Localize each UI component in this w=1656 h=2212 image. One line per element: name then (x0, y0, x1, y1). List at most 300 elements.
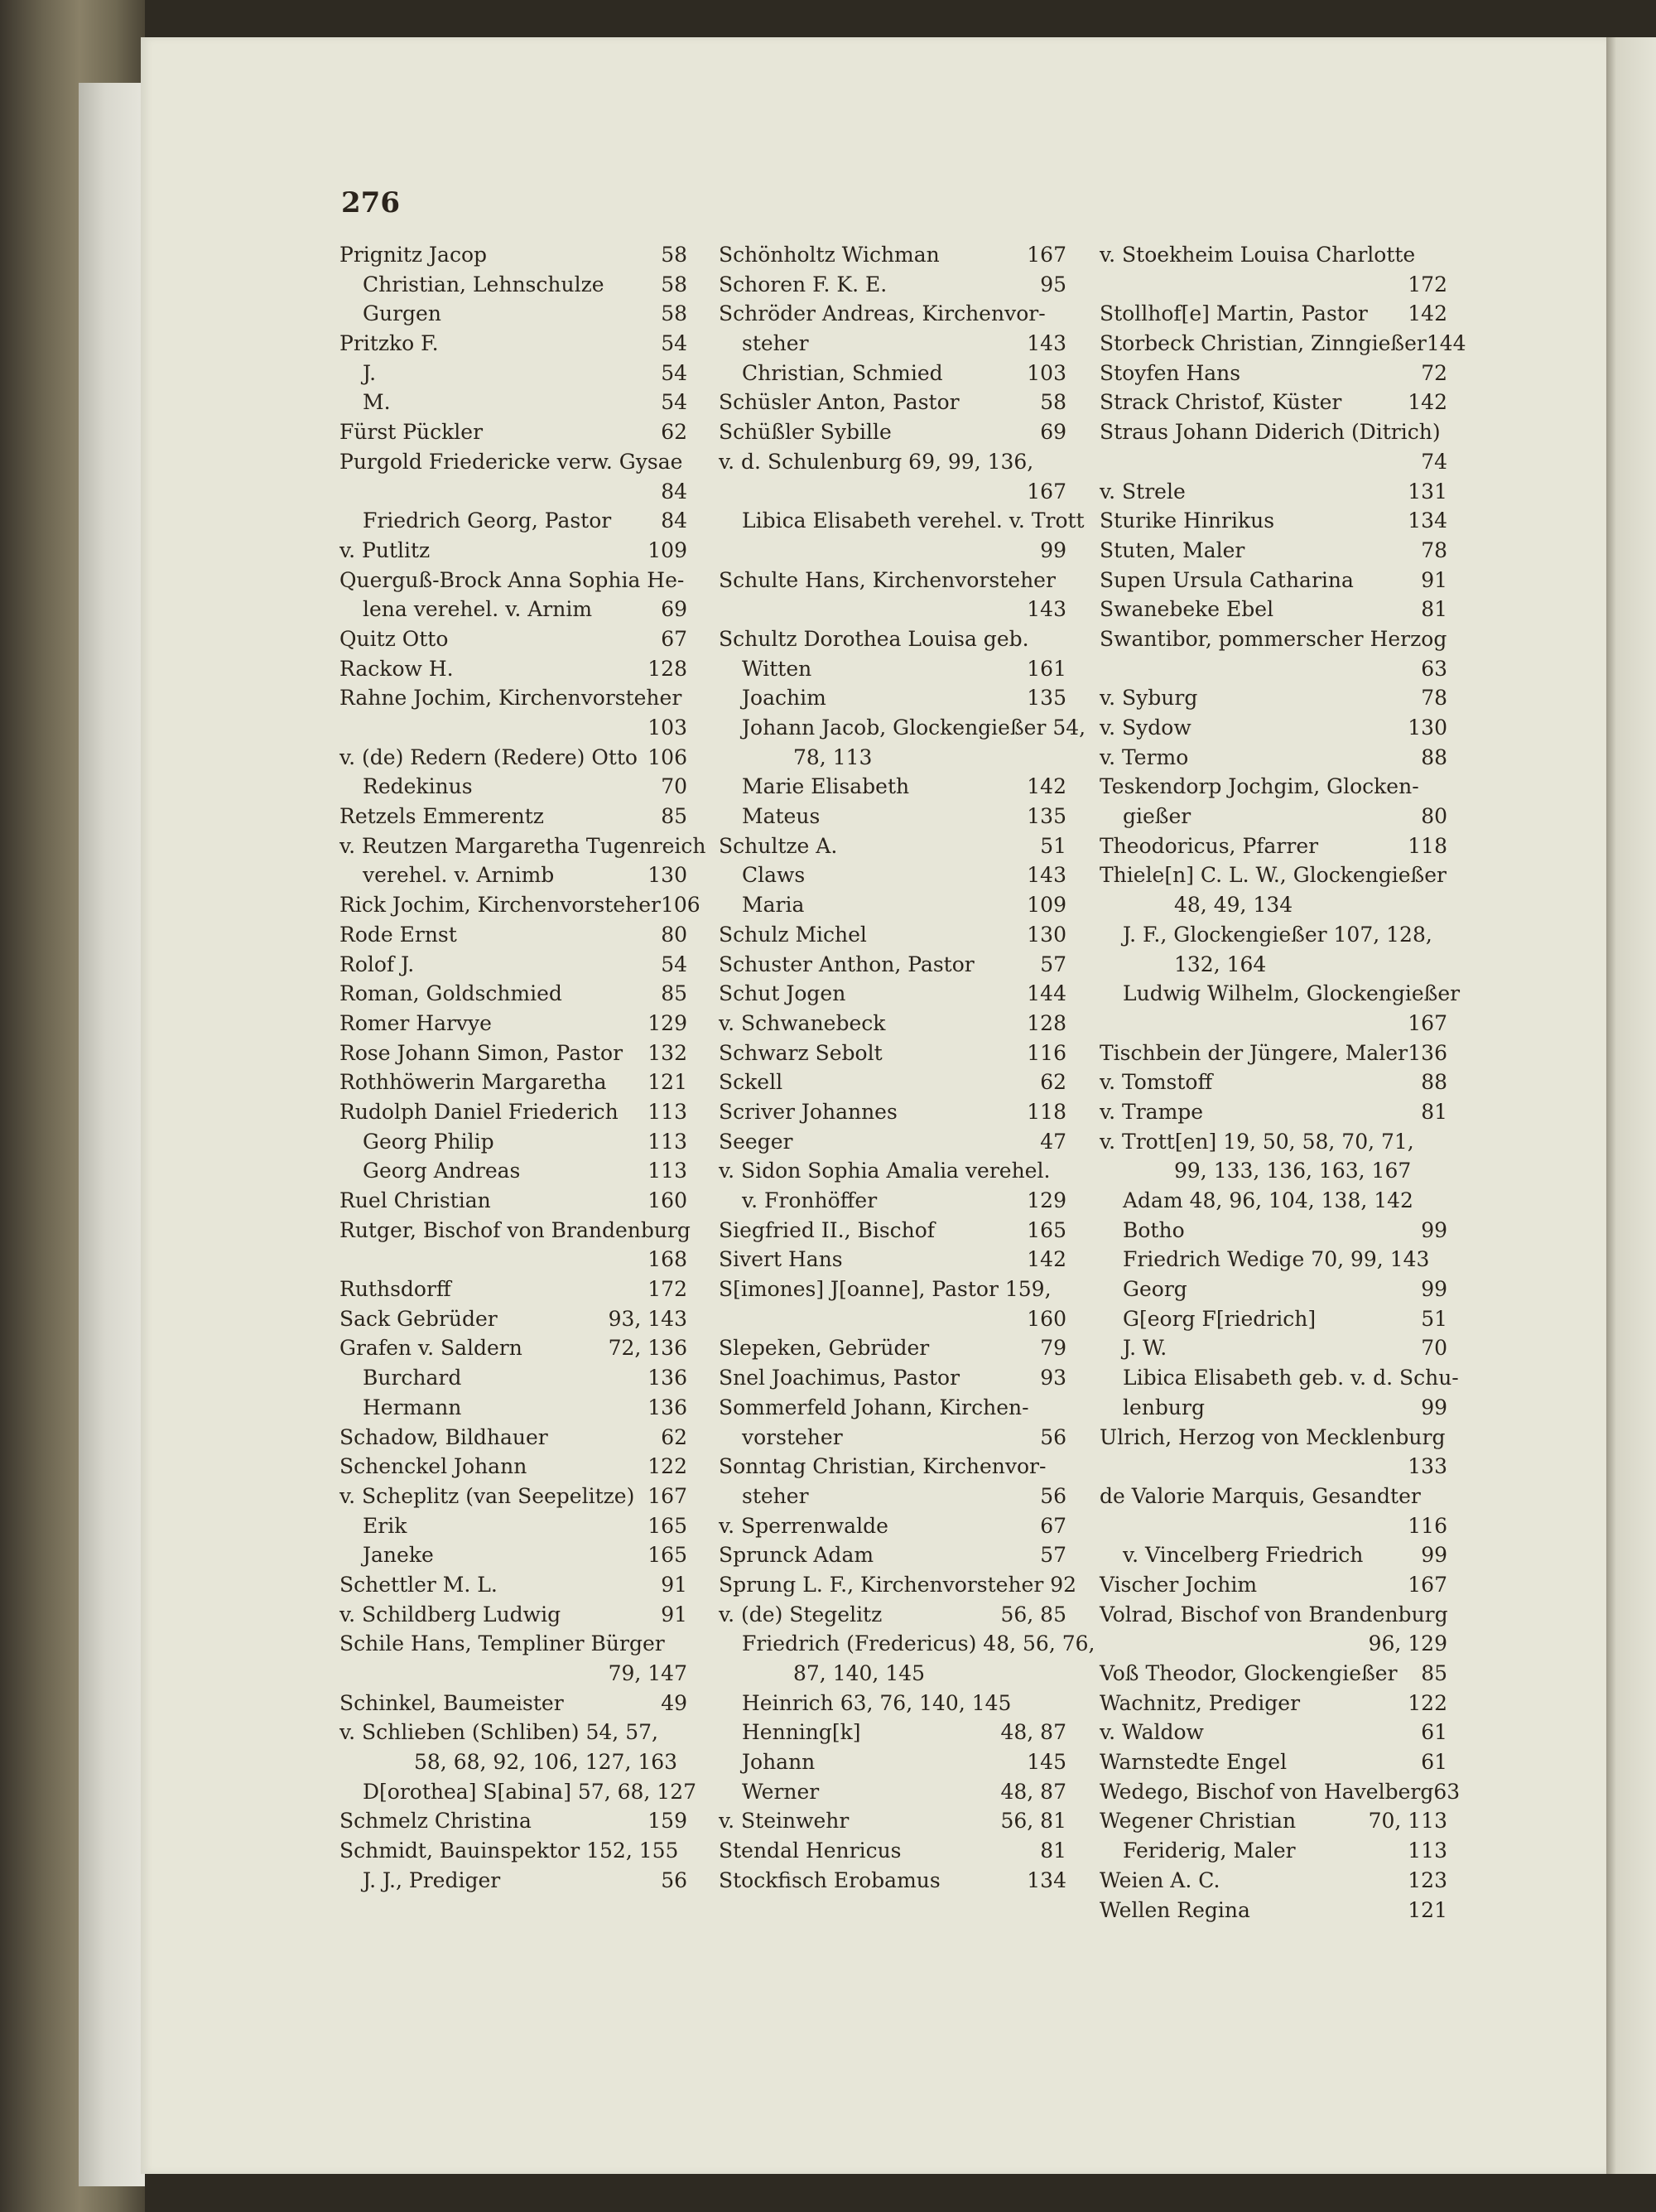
index-entry (339, 890, 700, 920)
entry-name: Swantibor, pommerscher Herzog (1100, 626, 1447, 651)
entry-pages: 165 (647, 1513, 687, 1538)
entry-name: Theodoricus, Pfarrer (1100, 833, 1319, 858)
entry-pages: 136 (647, 1395, 687, 1419)
entry-pages: 172 (647, 1277, 687, 1302)
index-entry (339, 240, 687, 270)
entry-pages: 113 (647, 1159, 687, 1183)
index-entry (1100, 329, 1466, 359)
entry-pages: 116 (1408, 1513, 1447, 1538)
entry-name: Christian, Schmied (742, 360, 943, 385)
index-entry (339, 1156, 687, 1186)
index-entry (339, 1482, 687, 1511)
entry-pages: 51 (1040, 833, 1066, 858)
index-entry (1100, 477, 1447, 507)
page-edges (79, 83, 145, 2186)
entry-pages: 167 (1408, 1010, 1447, 1035)
index-entry (1100, 772, 1447, 802)
entry-pages: 49 (661, 1690, 687, 1715)
entry-pages: 48, 87 (1000, 1779, 1066, 1804)
entry-name: Schröder Andreas, Kirchenvor- (719, 301, 1046, 326)
entry-pages: 62 (661, 420, 687, 445)
entry-pages: 123 (1408, 1867, 1447, 1892)
index-entry (719, 950, 1066, 980)
entry-pages: 130 (1408, 716, 1447, 740)
index-entry (719, 1009, 1066, 1039)
entry-pages: 142 (1027, 774, 1066, 799)
entry-pages: 165 (1027, 1217, 1066, 1242)
index-entry (1100, 1689, 1447, 1718)
index-entry (1100, 1659, 1447, 1689)
index-entry (339, 359, 687, 388)
entry-name: v. Strele (1100, 479, 1186, 504)
entry-name: Tischbein der Jüngere, Maler (1100, 1040, 1408, 1065)
index-entry (339, 1423, 687, 1453)
entry-name: Rutger, Bischof von Brandenburg (339, 1217, 691, 1242)
entry-pages: 57 (1040, 1543, 1066, 1568)
entry-name: Schwarz Sebolt (719, 1040, 883, 1065)
entry-pages: 99 (1040, 537, 1066, 562)
entry-name: lenburg (1123, 1395, 1205, 1419)
entry-name: Fürst Pückler (339, 420, 484, 445)
entry-name: Weien A. C. (1100, 1867, 1220, 1892)
index-entry (339, 1866, 687, 1896)
entry-pages: 99 (1421, 1217, 1447, 1242)
entry-name: v. Sidon Sophia Amalia verehel. (719, 1159, 1051, 1183)
entry-name: Quitz Otto (339, 626, 449, 651)
entry-pages: 99 (1421, 1277, 1447, 1302)
entry-pages: 99 (1421, 1395, 1447, 1419)
entry-pages: 48, 87 (1000, 1720, 1066, 1745)
entry-name: Georg (1123, 1277, 1187, 1302)
index-entry (339, 1629, 687, 1659)
index-entry (1100, 388, 1447, 417)
entry-pages: 143 (1027, 863, 1066, 888)
entry-name: Sprunck Adam (719, 1543, 874, 1568)
index-entry (719, 1540, 1066, 1570)
entry-pages: 130 (647, 863, 687, 888)
entry-pages: 109 (647, 537, 687, 562)
entry-name: Pritzko F. (339, 331, 439, 356)
index-entry (339, 388, 687, 417)
index-entry (1100, 1304, 1447, 1334)
index-entry (719, 536, 1066, 566)
entry-name: Erik (363, 1513, 407, 1538)
index-entry (339, 1304, 687, 1334)
index-entry (719, 388, 1066, 417)
index-entry (719, 1067, 1066, 1097)
entry-pages: 128 (647, 656, 687, 681)
entry-pages: 121 (1408, 1897, 1447, 1922)
entry-name: v. Vincelberg Friedrich (1123, 1543, 1364, 1568)
entry-name: Snel Joachimus, Pastor (719, 1366, 960, 1390)
entry-pages: 167 (1027, 479, 1066, 504)
entry-pages: 72, 136 (608, 1336, 687, 1361)
index-entry (719, 1570, 1077, 1600)
index-entry (1100, 1747, 1447, 1777)
index-entry (1100, 1097, 1447, 1127)
entry-name: Friedrich Georg, Pastor (363, 508, 612, 533)
index-entry (339, 417, 687, 447)
entry-name: Hermann (363, 1395, 462, 1419)
entry-pages: 133 (1408, 1454, 1447, 1479)
index-entry (1100, 566, 1447, 595)
entry-name: Libica Elisabeth geb. v. d. Schu- (1123, 1366, 1459, 1390)
index-entry (339, 802, 687, 831)
index-entry (719, 1629, 1095, 1659)
index-entry (339, 1039, 687, 1068)
index-entry (719, 1836, 1066, 1866)
index-entry (719, 506, 1085, 536)
entry-pages: 167 (1408, 1572, 1447, 1597)
entry-pages: 67 (1040, 1513, 1066, 1538)
entry-name: Wedego, Bischof von Havelberg (1100, 1779, 1434, 1804)
index-entry (339, 1097, 687, 1127)
index-entry (719, 1747, 1066, 1777)
entry-name: Grafen v. Saldern (339, 1336, 522, 1361)
entry-name: Mateus (742, 804, 821, 829)
index-entry (719, 270, 1066, 300)
entry-name: lena verehel. v. Arnim (363, 597, 593, 622)
entry-name: Rackow H. (339, 656, 454, 681)
entry-pages: 72 (1421, 360, 1447, 385)
entry-pages: 62 (1040, 1070, 1066, 1095)
index-entry (719, 624, 1066, 654)
entry-pages: 51 (1421, 1306, 1447, 1331)
index-entry (719, 1659, 1066, 1689)
entry-name: Schenckel Johann (339, 1454, 527, 1479)
entry-pages: 80 (661, 922, 687, 947)
index-entry (719, 595, 1066, 624)
entry-name: v. Schildberg Ludwig (339, 1602, 561, 1626)
index-entry (1100, 1067, 1447, 1097)
entry-pages: 116 (1027, 1040, 1066, 1065)
index-entry (1100, 1216, 1447, 1246)
index-entry (1100, 1333, 1447, 1363)
index-entry (339, 1659, 687, 1689)
entry-pages: 159 (647, 1809, 687, 1834)
entry-pages: 79, 147 (608, 1661, 687, 1685)
entry-name: Prignitz Jacop (339, 243, 488, 267)
entry-pages: 129 (647, 1010, 687, 1035)
entry-name: Werner (742, 1779, 820, 1804)
entry-name: Vischer Jochim (1100, 1572, 1258, 1597)
entry-name: J. F., Glockengießer 107, 128, (1123, 922, 1432, 947)
index-entry (339, 1393, 687, 1423)
index-entry (339, 860, 687, 890)
entry-name: Adam 48, 96, 104, 138, 142 (1123, 1188, 1413, 1212)
entry-pages: 58 (661, 243, 687, 267)
entry-pages: 122 (647, 1454, 687, 1479)
entry-name: Stuten, Maler (1100, 537, 1245, 562)
entry-name: Witten (742, 656, 812, 681)
entry-pages: 70 (661, 774, 687, 799)
index-entry (1100, 654, 1447, 684)
index-entry (719, 1156, 1066, 1186)
entry-name: Romer Harvye (339, 1010, 492, 1035)
entry-name: Stendal Henricus (719, 1839, 902, 1863)
entry-pages: 161 (1027, 656, 1066, 681)
index-entry (1100, 240, 1447, 270)
entry-name: Gurgen (363, 301, 441, 326)
entry-name: Stollhof[e] Martin, Pastor (1100, 301, 1368, 326)
entry-name: v. Scheplitz (van Seepelitze) (339, 1483, 635, 1508)
index-entry (719, 566, 1066, 595)
entry-name: 132, 164 (1174, 952, 1267, 976)
index-entry (339, 1570, 687, 1600)
index-entry (1100, 920, 1447, 950)
index-entry (1100, 299, 1447, 329)
index-entry (719, 831, 1066, 861)
entry-pages: 143 (1027, 331, 1066, 356)
entry-pages: 103 (1027, 360, 1066, 385)
entry-pages: 95 (1040, 272, 1066, 296)
index-entry (1100, 1393, 1447, 1423)
entry-pages: 172 (1408, 272, 1447, 296)
index-entry (1100, 1511, 1447, 1541)
entry-pages: 113 (1408, 1839, 1447, 1863)
entry-name: Schüßler Sybille (719, 420, 892, 445)
entry-name: Sckell (719, 1070, 783, 1095)
index-column-1 (339, 240, 706, 1896)
index-entry (1100, 1600, 1447, 1630)
entry-pages: 85 (661, 981, 687, 1006)
index-entry (1100, 1275, 1447, 1304)
entry-pages: 78 (1421, 537, 1447, 562)
index-entry (339, 1245, 687, 1275)
entry-name: v. Schwanebeck (719, 1010, 886, 1035)
index-entry (339, 1777, 697, 1807)
entry-name: steher (742, 1483, 809, 1508)
entry-pages: 91 (1421, 567, 1447, 592)
index-entry (719, 299, 1066, 329)
entry-pages: 134 (1408, 508, 1447, 533)
entry-name: Schut Jogen (719, 981, 846, 1006)
entry-name: Thiele[n] C. L. W., Glockengießer (1100, 863, 1447, 888)
entry-name: Feriderig, Maler (1123, 1839, 1296, 1863)
entry-pages: 93 (1040, 1366, 1066, 1390)
index-entry (339, 1363, 687, 1393)
entry-name: de Valorie Marquis, Gesandter (1100, 1483, 1421, 1508)
entry-name: Burchard (363, 1366, 462, 1390)
index-entry (719, 1511, 1066, 1541)
index-entry (339, 1067, 687, 1097)
entry-name: Swanebeke Ebel (1100, 597, 1274, 622)
index-entry (719, 1777, 1066, 1807)
entry-pages: 121 (647, 1070, 687, 1095)
entry-name: Maria (742, 893, 805, 918)
entry-pages: 63 (1433, 1779, 1461, 1804)
entry-pages: 128 (1027, 1010, 1066, 1035)
entry-name: v. Sperrenwalde (719, 1513, 888, 1538)
entry-name: v. d. Schulenburg 69, 99, 136, (719, 449, 1034, 474)
index-entry (339, 713, 687, 743)
entry-name: Retzels Emmerentz (339, 804, 544, 829)
entry-name: v. Termo (1100, 745, 1189, 769)
page-number: 276 (341, 186, 400, 219)
entry-name: S[imones] J[oanne], Pastor 159, (719, 1277, 1052, 1302)
entry-name: Purgold Friedericke verw. Gysae (339, 449, 683, 474)
entry-pages: 56, 85 (1000, 1602, 1066, 1626)
index-entry (1100, 1186, 1447, 1216)
entry-pages: 61 (1421, 1720, 1447, 1745)
entry-name: v. Stoekheim Louisa Charlotte (1100, 243, 1416, 267)
entry-pages: 113 (647, 1129, 687, 1154)
entry-name: Stockfisch Erobamus (719, 1867, 941, 1892)
entry-pages: 56 (1040, 1483, 1066, 1508)
index-entry (339, 329, 687, 359)
entry-pages: 93, 143 (608, 1306, 687, 1331)
entry-pages: 132 (647, 1040, 687, 1065)
entry-name: v. Syburg (1100, 686, 1198, 711)
index-entry (1100, 1009, 1447, 1039)
entry-name: Rose Johann Simon, Pastor (339, 1040, 623, 1065)
entry-pages: 109 (1027, 893, 1066, 918)
index-entry (1100, 1452, 1447, 1482)
entry-pages: 129 (1027, 1188, 1066, 1212)
entry-name: 87, 140, 145 (793, 1661, 926, 1685)
index-entry (719, 1452, 1066, 1482)
entry-name: Johann (742, 1750, 816, 1775)
entry-name: Schile Hans, Templiner Bürger (339, 1631, 665, 1656)
index-entry (339, 1718, 687, 1747)
index-entry (1100, 1777, 1461, 1807)
index-entry (339, 1747, 687, 1777)
index-entry (1100, 1718, 1447, 1747)
index-entry (1100, 1866, 1447, 1896)
index-entry (719, 1689, 1066, 1718)
entry-pages: 122 (1408, 1690, 1447, 1715)
index-entry (1100, 950, 1447, 980)
index-entry (1100, 1570, 1447, 1600)
index-entry (339, 743, 687, 773)
entry-name: gießer (1123, 804, 1191, 829)
index-entry (719, 1333, 1066, 1363)
index-entry (1100, 1806, 1447, 1836)
entry-name: v. (de) Redern (Redere) Otto (339, 745, 638, 769)
entry-name: Ruel Christian (339, 1188, 491, 1212)
entry-name: Warnstedte Engel (1100, 1750, 1288, 1775)
entry-pages: 58 (661, 272, 687, 296)
entry-name: v. Putlitz (339, 537, 431, 562)
entry-pages: 144 (1027, 981, 1066, 1006)
entry-name: Ludwig Wilhelm, Glockengießer (1123, 981, 1461, 1006)
entry-name: Schüsler Anton, Pastor (719, 390, 960, 415)
entry-name: Schulz Michel (719, 922, 867, 947)
entry-name: Botho (1123, 1217, 1185, 1242)
entry-pages: 56, 81 (1000, 1809, 1066, 1834)
entry-name: Stoyfen Hans (1100, 360, 1241, 385)
index-entry (1100, 1127, 1447, 1157)
index-entry (339, 595, 687, 624)
index-entry (1100, 1629, 1447, 1659)
entry-pages: 167 (647, 1483, 687, 1508)
index-entry (1100, 890, 1447, 920)
entry-pages: 67 (661, 626, 687, 651)
index-entry (1100, 1482, 1447, 1511)
entry-pages: 131 (1408, 479, 1447, 504)
entry-name: D[orothea] S[abina] 57, 68, 127 (363, 1779, 697, 1804)
index-entry (719, 1718, 1066, 1747)
entry-name: Schultze A. (719, 833, 838, 858)
entry-name: Sack Gebrüder (339, 1306, 498, 1331)
index-entry (1100, 1423, 1447, 1453)
index-entry (339, 950, 687, 980)
index-entry (339, 831, 706, 861)
entry-pages: 79 (1040, 1336, 1066, 1361)
index-entry (719, 359, 1066, 388)
entry-name: Scriver Johannes (719, 1099, 898, 1124)
entry-name: v. Steinwehr (719, 1809, 850, 1834)
entry-name: Wachnitz, Prediger (1100, 1690, 1301, 1715)
entry-name: Joachim (742, 686, 826, 711)
entry-name: Schinkel, Baumeister (339, 1690, 564, 1715)
index-entry (339, 683, 687, 713)
entry-name: Rolof J. (339, 952, 415, 976)
index-entry (339, 1511, 687, 1541)
index-entry (719, 1866, 1066, 1896)
entry-name: M. (363, 390, 391, 415)
entry-name: steher (742, 331, 809, 356)
entry-name: v. Tomstoff (1100, 1070, 1213, 1095)
entry-name: Sonntag Christian, Kirchenvor- (719, 1454, 1047, 1479)
entry-pages: 57 (1040, 952, 1066, 976)
index-entry (1100, 979, 1461, 1009)
index-entry (719, 1097, 1066, 1127)
entry-pages: 58 (661, 301, 687, 326)
index-column-2 (719, 240, 1095, 1896)
index-entry (719, 1600, 1066, 1630)
entry-pages: 142 (1027, 1247, 1066, 1272)
entry-name: Rode Ernst (339, 922, 457, 947)
index-entry (719, 1216, 1066, 1246)
entry-name: v. Fronhöffer (742, 1188, 878, 1212)
entry-name: v. Reutzen Margaretha Tugenreich (339, 833, 706, 858)
entry-pages: 85 (661, 804, 687, 829)
index-entry (719, 1423, 1066, 1453)
entry-pages: 84 (661, 479, 687, 504)
index-entry (719, 979, 1066, 1009)
entry-pages: 91 (661, 1602, 687, 1626)
entry-pages: 54 (661, 390, 687, 415)
entry-name: Christian, Lehnschulze (363, 272, 604, 296)
entry-pages: 54 (661, 331, 687, 356)
entry-pages: 84 (661, 508, 687, 533)
entry-name: Marie Elisabeth (742, 774, 910, 799)
entry-pages: 63 (1421, 656, 1447, 681)
index-entry (719, 802, 1066, 831)
index-entry (1100, 713, 1447, 743)
index-entry (339, 1452, 687, 1482)
entry-pages: 118 (1027, 1099, 1066, 1124)
entry-name: Siegfried II., Bischof (719, 1217, 936, 1242)
entry-pages: 160 (647, 1188, 687, 1212)
entry-name: Supen Ursula Catharina (1100, 567, 1354, 592)
index-entry (1100, 536, 1447, 566)
index-entry (339, 299, 687, 329)
index-entry (339, 920, 687, 950)
entry-name: Libica Elisabeth verehel. v. Trott (742, 508, 1085, 533)
entry-name: Schönholtz Wichman (719, 243, 940, 267)
index-entry (719, 1304, 1066, 1334)
entry-name: Redekinus (363, 774, 473, 799)
index-entry (339, 270, 687, 300)
entry-name: Sturike Hinrikus (1100, 508, 1275, 533)
index-entry (719, 654, 1066, 684)
index-entry (719, 1482, 1066, 1511)
index-entry (1100, 1039, 1447, 1068)
index-entry (339, 506, 687, 536)
index-entry (1100, 683, 1447, 713)
